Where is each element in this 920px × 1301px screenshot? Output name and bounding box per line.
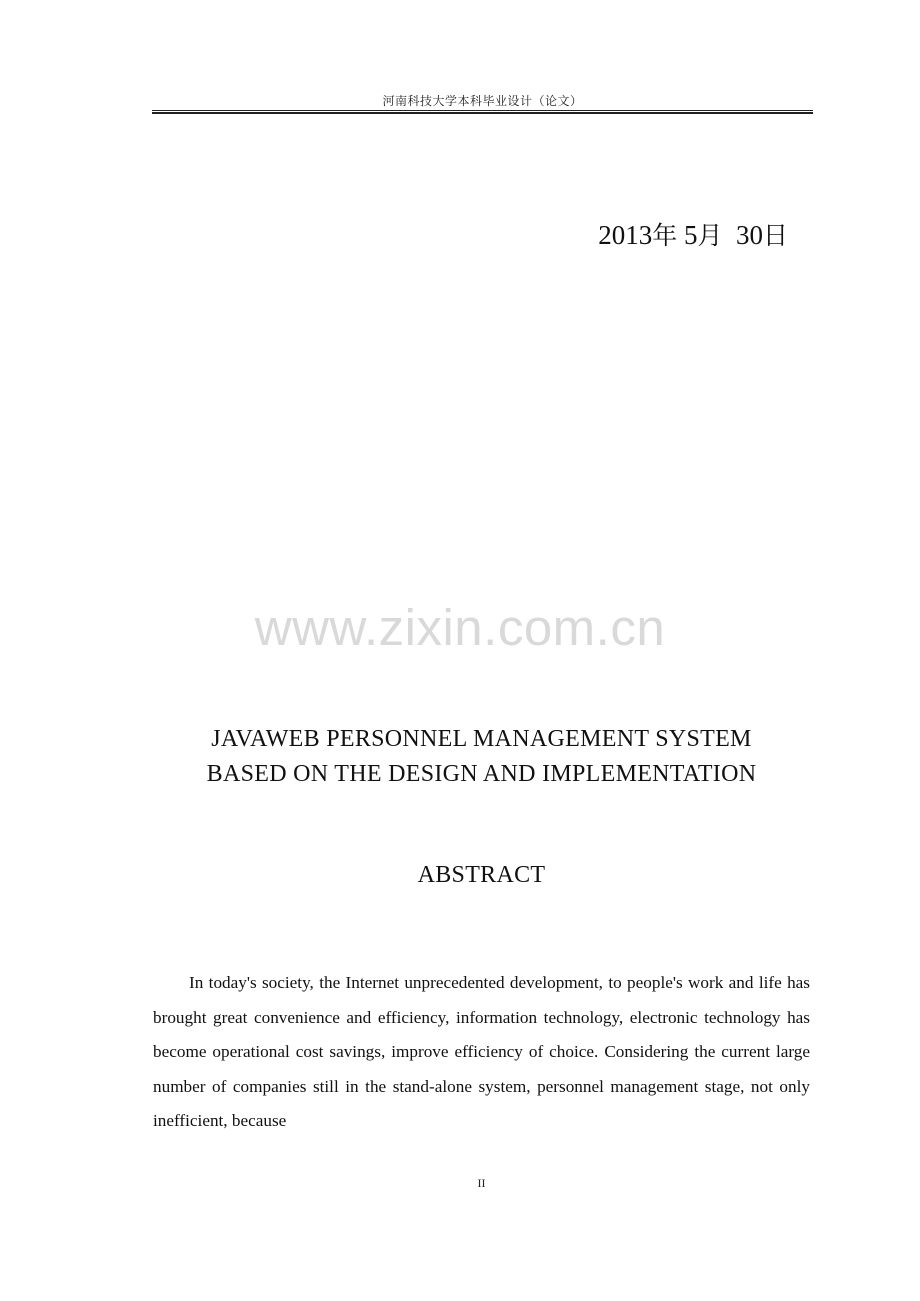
date-day-char: 日 — [762, 221, 788, 250]
date-month: 5 — [683, 220, 698, 250]
page-number: II — [477, 1176, 486, 1190]
header-rule-thick — [152, 112, 813, 114]
header-rule-thin — [152, 110, 813, 111]
thesis-title-line-1: JAVAWEB PERSONNEL MANAGEMENT SYSTEM — [211, 726, 752, 752]
date-year-char: 年 — [652, 221, 678, 250]
watermark: www.zixin.com.cn — [254, 599, 666, 656]
running-header: 河南科技大学本科毕业设计（论文） — [382, 94, 583, 108]
abstract-heading: ABSTRACT — [417, 862, 546, 888]
thesis-title-line-2: BASED ON THE DESIGN AND IMPLEMENTATION — [206, 761, 757, 787]
abstract-paragraph: In today's society, the Internet unprecedented development, to people's work and life has brought great convenience and efficiency, information technology, electronic technology has become operational cost savings, improve efficiency of choice. Considering the current large number of companies still in the stand-alone system, personnel management stage, not only inefficient, because — [153, 973, 810, 1131]
date-year: 2013 — [598, 220, 653, 250]
date-line — [598, 216, 788, 252]
date-day: 30 — [735, 220, 763, 250]
date-month-char: 月 — [697, 221, 723, 250]
thesis-title — [0, 722, 920, 792]
